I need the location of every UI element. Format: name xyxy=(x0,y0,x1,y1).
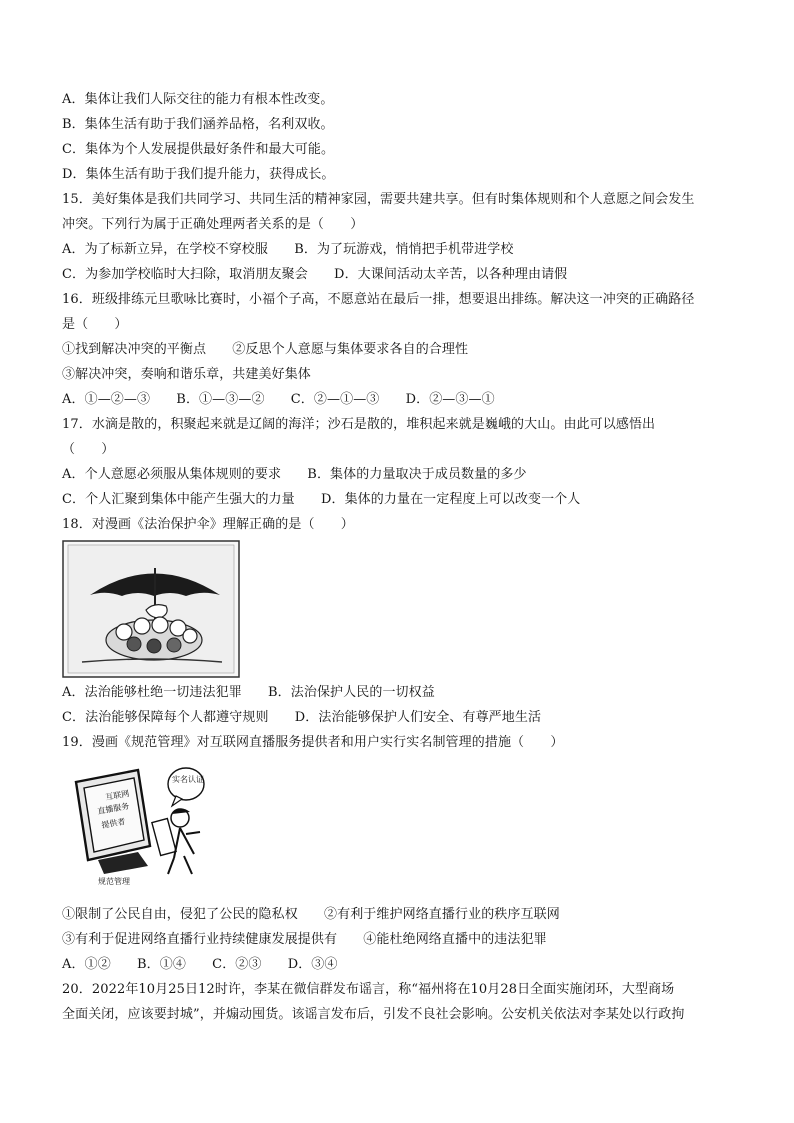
q19-stem: 19．漫画《规范管理》对互联网直播服务提供者和用户实行实名制管理的措施（ ） xyxy=(62,735,564,750)
cartoon-caption: 规范管理 xyxy=(98,877,130,886)
q19-items-3-4: ③有利于促进网络直播行业持续健康发展提供有 ④能杜绝网络直播中的违法犯罪 xyxy=(62,932,547,947)
q16-options: A．①—②—③ B．①—③—② C．②—①—③ D．②—③—① xyxy=(62,392,495,407)
q20-stem-cont: 全面关闭，应该要封城”，并煽动囤货。该谣言发布后，引发不良社会影响。公安机关依法对李某处以行政拘 xyxy=(62,1007,685,1022)
q15-stem-cont: 冲突。下列行为属于正确处理两者关系的是（ ） xyxy=(62,217,364,232)
q14-option-a: A．集体让我们人际交往的能力有根本性改变。 xyxy=(62,92,334,107)
q14-option-c: C．集体为个人发展提供最好条件和最大可能。 xyxy=(62,142,335,157)
q18-options-ab: A．法治能够杜绝一切违法犯罪 B．法治保护人民的一切权益 xyxy=(62,685,435,700)
regulation-cartoon xyxy=(68,762,218,888)
q15-stem: 15．美好集体是我们共同学习、共同生活的精神家园，需要共建共享。但有时集体规则和个人意愿之间会发生 xyxy=(62,192,695,207)
umbrella-cartoon xyxy=(62,540,240,678)
q16-items-1-2: ①找到解决冲突的平衡点 ②反思个人意愿与集体要求各自的合理性 xyxy=(62,342,469,357)
q14-option-b: B．集体生活有助于我们涵养品格，名利双收。 xyxy=(62,117,334,132)
q20-stem: 20．2022年10月25日12时许，李某在微信群发布谣言，称“福州将在10月28日全面实施闭环，大型商场 xyxy=(62,982,675,997)
q16-item-3: ③解决冲突，奏响和谐乐章，共建美好集体 xyxy=(62,367,311,382)
q19-items-1-2: ①限制了公民自由，侵犯了公民的隐私权 ②有利于维护网络直播行业的秩序互联网 xyxy=(62,907,560,922)
q17-stem-cont: （ ） xyxy=(62,442,115,457)
q19-options: A．①② B．①④ C．②③ D．③④ xyxy=(62,957,338,972)
q15-options-ab: A．为了标新立异，在学校不穿校服 B．为了玩游戏，悄悄把手机带进学校 xyxy=(62,242,514,257)
q16-stem-cont: 是（ ） xyxy=(62,317,128,332)
q16-stem: 16．班级排练元旦歌咏比赛时，小福个子高，不愿意站在最后一排，想要退出排练。解决这一冲突的正确路径 xyxy=(62,292,695,307)
cartoon-screen-line-1: 互联网 xyxy=(104,788,130,802)
q14-option-d: D．集体生活有助于我们提升能力，获得成长。 xyxy=(62,167,335,182)
q17-options-cd: C．个人汇聚到集体中能产生强大的力量 D．集体的力量在一定程度上可以改变一个人 xyxy=(62,492,581,507)
q18-options-cd: C．法治能够保障每个人都遵守规则 D．法治能够保护人们安全、有尊严地生活 xyxy=(62,710,542,725)
q17-options-ab: A．个人意愿必须服从集体规则的要求 B．集体的力量取决于成员数量的多少 xyxy=(62,467,527,482)
q18-stem: 18．对漫画《法治保护伞》理解正确的是（ ） xyxy=(62,517,354,532)
cartoon-screen-line-3: 提供者 xyxy=(100,816,126,830)
q15-options-cd: C．为参加学校临时大扫除，取消朋友聚会 D．大课间活动太辛苦，以各种理由请假 xyxy=(62,267,568,282)
cartoon-bubble-text: 实名认证 xyxy=(172,775,204,784)
cartoon-screen-line-2: 直播服务 xyxy=(96,801,130,816)
q17-stem: 17．水滴是散的，积聚起来就是辽阔的海洋；沙石是散的，堆积起来就是巍峨的大山。由此可以感悟出 xyxy=(62,417,656,432)
